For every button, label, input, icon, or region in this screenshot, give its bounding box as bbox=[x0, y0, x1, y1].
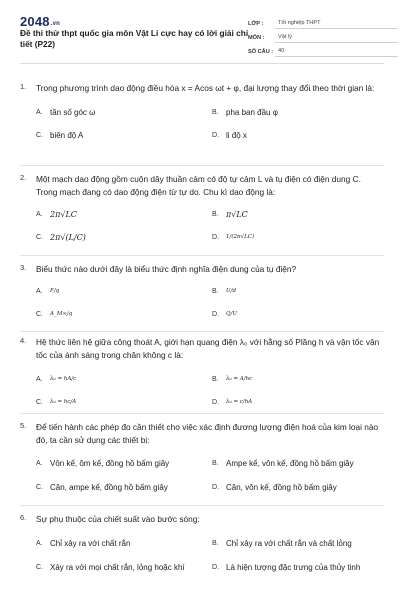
option-d[interactable] bbox=[212, 397, 252, 408]
option-label: D. bbox=[212, 132, 219, 139]
question-number: 4. bbox=[20, 336, 27, 345]
option-label: A. bbox=[36, 460, 43, 467]
option-text: Q/U bbox=[226, 311, 237, 317]
document-meta bbox=[248, 15, 398, 57]
meta-value: 40 bbox=[275, 48, 398, 57]
option-text: 2π√(L/C) bbox=[50, 233, 86, 242]
option-text: U/d bbox=[226, 288, 237, 294]
question-text: Hệ thức liên hệ giữa công thoát A, giới hạn quang điện λ₀ với hằng số Plăng h và vận tốc vận tốc của ánh sáng trong chân không c là: bbox=[36, 337, 380, 360]
option-a[interactable] bbox=[36, 209, 77, 220]
option-d[interactable] bbox=[212, 482, 337, 493]
option-text: tần số góc ω bbox=[50, 108, 96, 117]
question-5 bbox=[20, 421, 384, 499]
option-b[interactable] bbox=[212, 374, 252, 385]
question-text: Trong phương trình dao động điều hòa x = Acos ωt + φ, đại lượng thay đổi theo thời gian là: bbox=[36, 83, 375, 93]
question-text: Biểu thức nào dưới đây là biểu thức định nghĩa điện dung của tụ điện? bbox=[36, 264, 297, 274]
question-number: 5. bbox=[20, 421, 27, 430]
option-text: Cân, vôn kế, đồng hồ bấm giây bbox=[226, 483, 337, 492]
site-logo[interactable] bbox=[20, 14, 60, 29]
option-text: li độ x bbox=[226, 131, 247, 140]
option-text: pha ban đầu φ bbox=[226, 108, 278, 117]
question-number: 6. bbox=[20, 513, 27, 522]
question-options bbox=[36, 362, 384, 420]
option-label: D. bbox=[212, 311, 219, 318]
option-a[interactable] bbox=[36, 458, 169, 469]
option-text: π√LC bbox=[226, 210, 248, 219]
option-text: 1/(2π√LC) bbox=[226, 234, 255, 240]
option-label: C. bbox=[36, 311, 43, 318]
logo-text: 2048 bbox=[20, 14, 50, 29]
question-options bbox=[36, 526, 384, 598]
meta-label: MÔN : bbox=[248, 35, 265, 41]
option-label: B. bbox=[212, 460, 219, 467]
meta-row-subject bbox=[248, 29, 398, 43]
option-a[interactable] bbox=[36, 374, 76, 385]
option-text: Vôn kế, ôm kế, đồng hồ bấm giây bbox=[50, 459, 170, 468]
question-number: 3. bbox=[20, 263, 27, 272]
option-c[interactable] bbox=[36, 482, 168, 493]
logo-suffix: .vn bbox=[50, 21, 61, 27]
option-label: D. bbox=[212, 234, 219, 241]
option-label: B. bbox=[212, 376, 219, 383]
meta-value: Vật lý bbox=[275, 34, 398, 43]
option-text: λ₀ = hc/A bbox=[50, 399, 77, 405]
meta-row-grade bbox=[248, 15, 398, 29]
option-a[interactable] bbox=[36, 538, 130, 549]
option-text: λ₀ = c/hA bbox=[226, 399, 253, 405]
option-label: D. bbox=[212, 399, 219, 406]
option-c[interactable] bbox=[36, 130, 83, 141]
option-text: Ampe kế, vôn kế, đồng hồ bấm giây bbox=[226, 459, 354, 468]
option-text: Chỉ xảy ra với chất rắn và chất lỏng bbox=[226, 539, 352, 548]
question-divider bbox=[20, 255, 384, 256]
option-d[interactable] bbox=[212, 562, 372, 573]
question-number: 2. bbox=[20, 173, 27, 182]
option-label: B. bbox=[212, 288, 219, 295]
question-divider bbox=[20, 165, 384, 166]
question-text: Một mạch dao động gồm cuộn dây thuần cảm có độ tự cảm L và tụ điện có điện dung C. Trong mạch đang có dao động điện từ tự do. Chu kì dao động là: bbox=[36, 174, 361, 197]
option-text: 2π√LC bbox=[50, 210, 77, 219]
meta-value: Tốt nghiệp THPT bbox=[275, 20, 398, 29]
option-label: A. bbox=[36, 109, 43, 116]
document-title: Đề thi thử thpt quốc gia môn Vật Lí cực hay có lời giải chi tiết (P22) bbox=[20, 28, 249, 49]
option-label: A. bbox=[36, 211, 43, 218]
option-text: Cân, ampe kế, đồng hồ bấm giây bbox=[50, 483, 168, 492]
option-label: C. bbox=[36, 484, 43, 491]
question-3 bbox=[20, 263, 384, 332]
meta-label: LỚP : bbox=[248, 21, 264, 27]
option-c[interactable] bbox=[36, 309, 72, 320]
option-label: C. bbox=[36, 564, 43, 571]
question-6 bbox=[20, 513, 384, 598]
option-a[interactable] bbox=[36, 286, 59, 297]
option-label: D. bbox=[212, 564, 219, 571]
question-text: Để tiến hành các phép đo cần thiết cho việc xác định đương lượng điện hoá của kim loại nào đó, ta cần sử dụng các thiết bị: bbox=[36, 422, 379, 445]
option-label: B. bbox=[212, 211, 219, 218]
option-d[interactable] bbox=[212, 130, 247, 141]
option-text: biên độ A bbox=[50, 131, 84, 140]
meta-label: SỐ CÂU : bbox=[248, 49, 274, 55]
question-text: Sự phụ thuộc của chiết suất vào bước sóng: bbox=[36, 514, 200, 524]
question-divider bbox=[20, 413, 384, 414]
question-number: 1. bbox=[20, 82, 27, 91]
option-c[interactable] bbox=[36, 232, 86, 243]
option-text: Là hiện tượng đặc trưng của thủy tinh bbox=[226, 563, 361, 572]
option-b[interactable] bbox=[212, 286, 236, 297]
option-label: C. bbox=[36, 234, 43, 241]
question-2 bbox=[20, 173, 384, 249]
option-b[interactable] bbox=[212, 538, 352, 549]
option-text: Chỉ xảy ra với chất rắn bbox=[50, 539, 131, 548]
document-header bbox=[20, 0, 384, 64]
option-b[interactable] bbox=[212, 107, 278, 118]
option-text: Xảy ra với mọi chất rắn, lỏng hoặc khí bbox=[50, 563, 185, 572]
question-1 bbox=[20, 82, 384, 143]
option-c[interactable] bbox=[36, 397, 76, 408]
option-b[interactable] bbox=[212, 209, 248, 220]
option-label: D. bbox=[212, 484, 219, 491]
question-options bbox=[36, 199, 384, 249]
option-text: F/q bbox=[50, 288, 60, 294]
question-divider bbox=[20, 505, 384, 506]
option-label: B. bbox=[212, 109, 219, 116]
option-a[interactable] bbox=[36, 107, 95, 118]
option-text: A_M∞/q bbox=[50, 311, 73, 317]
option-label: A. bbox=[36, 288, 43, 295]
option-text: λ₀ = A/hc bbox=[226, 376, 253, 382]
question-4 bbox=[20, 336, 384, 420]
option-text: λ₀ = hA/c bbox=[50, 376, 77, 382]
option-label: C. bbox=[36, 132, 43, 139]
option-d[interactable] bbox=[212, 232, 254, 243]
question-options bbox=[36, 276, 384, 332]
option-b[interactable] bbox=[212, 458, 354, 469]
question-options bbox=[36, 95, 384, 143]
option-label: C. bbox=[36, 399, 43, 406]
meta-row-count bbox=[248, 43, 398, 57]
question-options bbox=[36, 447, 384, 499]
option-label: B. bbox=[212, 540, 219, 547]
option-d[interactable] bbox=[212, 309, 237, 320]
option-label: A. bbox=[36, 540, 43, 547]
option-c[interactable] bbox=[36, 562, 196, 573]
option-label: A. bbox=[36, 376, 43, 383]
question-divider bbox=[20, 331, 384, 332]
